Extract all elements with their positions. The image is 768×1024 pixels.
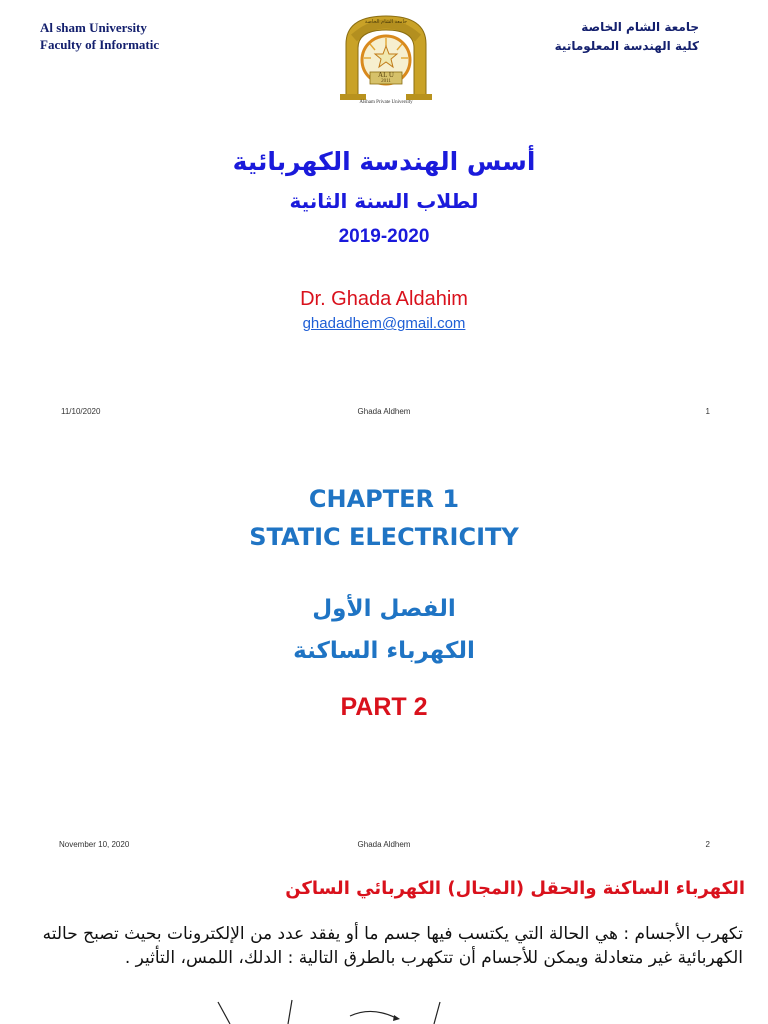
electroscope-diagram bbox=[200, 996, 460, 1024]
diagram-leaf-left bbox=[218, 1002, 230, 1024]
faculty-name-ar: كلية الهندسة المعلوماتية bbox=[554, 39, 699, 53]
diagram-rod-left bbox=[288, 1000, 292, 1024]
diagram-arc bbox=[350, 1011, 396, 1018]
part-label: PART 2 bbox=[340, 693, 428, 721]
chapter-number: CHAPTER 1 bbox=[308, 485, 460, 513]
slide1-footer-date: 11/10/2020 bbox=[61, 407, 101, 416]
slide2-footer-date: November 10, 2020 bbox=[59, 840, 130, 849]
section-heading-ar: الكهرباء الساكنة والحقل (المجال) الكهربائي الساكن bbox=[285, 878, 745, 899]
slide2-footer-page: 2 bbox=[705, 840, 710, 849]
university-logo bbox=[332, 8, 440, 108]
chapter-title: STATIC ELECTRICITY bbox=[249, 523, 519, 551]
logo-caption: Alsham Private University bbox=[359, 100, 413, 105]
diagram-rod-right bbox=[434, 1002, 440, 1024]
section-body-ar: تكهرب الأجسام : هي الحالة التي يكتسب فيها جسم ما أو يفقد عدد من الإلكترونات بحيث تصبح حالته الكهربائية غير متعادلة ويمكن للأجسام أن تتكهرب بالطرق التالية : الدلك، اللمس، التأثير . bbox=[42, 924, 743, 968]
university-name-ar: جامعة الشام الخاصة bbox=[581, 20, 699, 34]
chapter-title-ar: الكهرباء الساكنة bbox=[293, 638, 475, 664]
course-title-ar: أسس الهندسة الكهربائية bbox=[232, 147, 536, 176]
author-email-wrap bbox=[0, 313, 768, 335]
logo-top-text: جامعة الشام الخاصة bbox=[364, 19, 408, 25]
course-subtitle-ar: لطلاب السنة الثانية bbox=[289, 189, 479, 213]
author-email-link[interactable]: ghadadhem@gmail.com bbox=[302, 315, 466, 332]
slide1-footer-author: Ghada Aldhem bbox=[357, 407, 411, 416]
slide2-footer-author: Ghada Aldhem bbox=[357, 840, 411, 849]
faculty-name-en: Faculty of Informatic bbox=[40, 37, 160, 52]
slide1-footer-page: 1 bbox=[705, 407, 710, 416]
university-name-en: Al sham University bbox=[40, 20, 147, 35]
chapter-number-ar: الفصل الأول bbox=[312, 596, 456, 622]
logo-badge-text: AL U bbox=[378, 71, 394, 79]
logo-year: 2011 bbox=[381, 79, 391, 84]
author-name: Dr. Ghada Aldahim bbox=[300, 288, 468, 310]
academic-year: 2019-2020 bbox=[338, 226, 430, 247]
